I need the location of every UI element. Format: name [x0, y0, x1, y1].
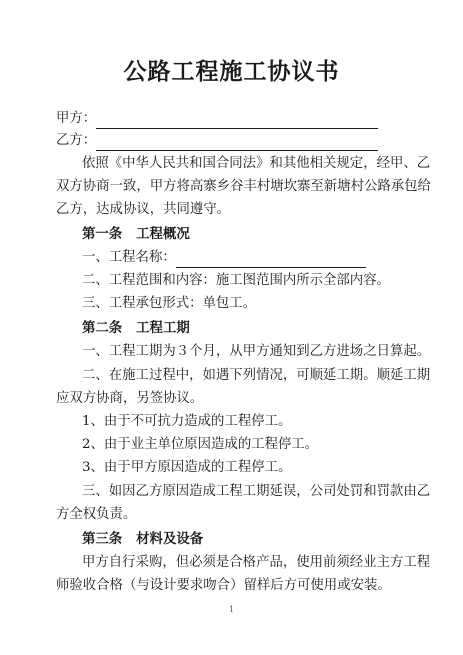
article-1-item-3: 三、工程承包形式：单包工。 [82, 296, 257, 311]
article-2-sub-1: 1、由于不可抗力造成的工程停工。 [82, 414, 292, 429]
article-3-number: 第三条 [82, 532, 123, 547]
article-2-item-1: 一、工程工期为３个月，从甲方通知到乙方进场之日算起。 [82, 344, 431, 359]
article-2-item-2-line-1: 二、在施工过程中，如遇下列情况，可顺延工期。顺延工期 [82, 368, 431, 383]
party-b-line [56, 131, 416, 151]
article-2-sub-2: 2、由于业主单位原因造成的工程停工。 [82, 437, 319, 452]
page-number: 1 [228, 605, 235, 614]
article-2-name: 工程工期 [136, 321, 190, 336]
article-3-para-line-1: 甲方自行采购，但必须是合格产品，使用前须经业主方工程 [82, 555, 431, 570]
document-title: 公路工程施工协议书 [123, 59, 340, 85]
article-2-item-2-line-2: 应双方协商，另签协议。 [56, 391, 204, 406]
article-1-heading [82, 225, 416, 245]
article-1-number: 第一条 [82, 227, 123, 242]
article-1-name: 工程概况 [136, 227, 190, 242]
article-3-para-line-2: 师验收合格（与设计要求吻合）留样后方可使用或安装。 [56, 578, 391, 593]
intro-line-1: 依照《中华人民共和国合同法》和其他相关规定，经甲、乙 [82, 156, 431, 171]
article-1-item-2: 二、工程范围和内容：施工图范围内所示全部内容。 [82, 273, 390, 288]
party-a-line [56, 109, 416, 129]
article-1-item-1 [82, 248, 416, 268]
article-3-name: 材料及设备 [136, 532, 204, 547]
party-b-label: 乙方： [56, 133, 97, 148]
article-2-heading [82, 319, 416, 339]
party-a-label: 甲方： [56, 111, 97, 126]
party-b-blank [96, 135, 378, 151]
project-name-label: 一、工程名称： [82, 250, 176, 265]
article-2-number: 第二条 [82, 321, 123, 336]
article-2-item-3-line-2: 方全权负责。 [56, 507, 137, 522]
intro-line-2: 双方协商一致，甲方将高寨乡谷丰村塘坎寨至新塘村公路承包给 [56, 179, 431, 194]
party-a-blank [96, 113, 378, 129]
project-name-blank [176, 252, 366, 268]
article-3-heading [82, 530, 416, 550]
article-2-sub-3: 3、由于甲方原因造成的工程停工。 [82, 460, 292, 475]
article-2-item-3-line-1: 三、如因乙方原因造成工程工期延误，公司处罚和罚款由乙 [82, 484, 431, 499]
intro-line-3: 乙方，达成协议，共同遵守。 [56, 202, 231, 217]
